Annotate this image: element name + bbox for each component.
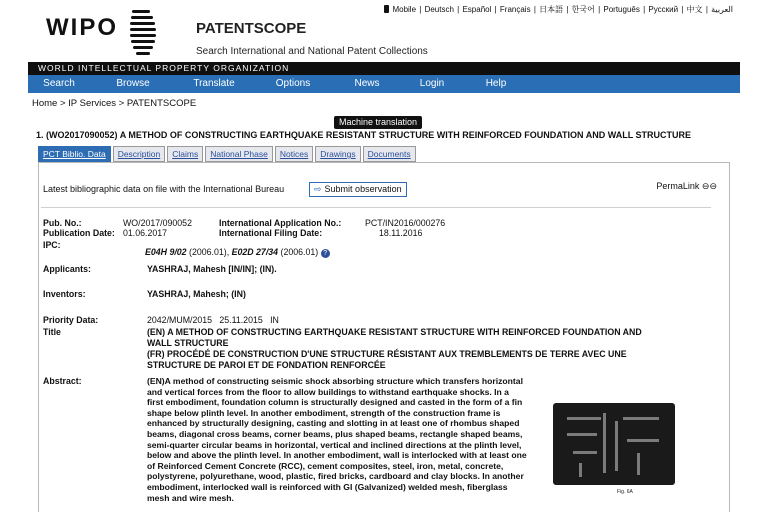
help-icon[interactable]: ? <box>321 249 330 258</box>
pub-no-label: Pub. No.: <box>43 218 82 228</box>
arrow-right-icon: ⇨ <box>314 184 322 194</box>
lang-link-ru[interactable]: Русский <box>648 5 679 14</box>
product-subtitle: Search International and National Patent Collections <box>196 46 428 57</box>
wipo-logo[interactable]: WIPO <box>46 14 118 41</box>
menu-login[interactable]: Login <box>419 78 445 89</box>
menu-news[interactable]: News <box>354 78 380 89</box>
lang-link-ja[interactable]: 日本語 <box>539 5 564 14</box>
drawing-stroke <box>579 463 582 477</box>
drawing-stroke <box>573 451 597 454</box>
wipo-globe-icon <box>128 4 158 58</box>
pub-date-label: Publication Date: <box>43 228 115 238</box>
machine-translation-button[interactable]: Machine translation <box>334 116 422 129</box>
abstract-drawing[interactable] <box>553 403 675 485</box>
tab-biblio-data[interactable]: PCT Biblio. Data <box>38 146 111 162</box>
title-label: Title <box>43 327 61 337</box>
priority-label: Priority Data: <box>43 315 99 325</box>
link-icon: ⊖⊖ <box>701 181 717 191</box>
inventors-label: Inventors: <box>43 289 86 299</box>
document-tabs <box>38 146 418 162</box>
submit-observation-label: Submit observation <box>324 184 402 194</box>
menu-options[interactable]: Options <box>275 78 311 89</box>
abstract-text: (EN)A method of constructing seismic shock absorbing structure which transfers horizontal and vertical forces from the floor to allow buildings to withstand earthquake shocks. In a first embodiment, foundation column is structurally designed and casted in the form of a fin shape below plinth level. In another embodiment, strength of the construction frame is enhanced by structurally designing, casting and slotting in at least one of rhombus shaped beams, diagonal cross beams, corner beams, plus shaped beams, rectangle shaped beams, semi-quarter circular beams in horizontal, vertical and inclined directions at the plinth level, below and above the plinth level. In another embodiment, wall is interlocked with at least one of Reinforced Cement Concrete (RCC), cement composites, steel, iron, metal, concrete, polystyrene, polyurethane, wood, plastic, fired bricks, cardboard and clay blocks. In another embodiment, interlocked wall is reinforced with GI (Galvanized) welded mesh, fiberglass mesh and wire mesh. <box>147 376 527 503</box>
lang-link-ko[interactable]: 한국어 <box>571 5 595 14</box>
tab-description[interactable]: Description <box>113 146 166 162</box>
title-fr: (FR) PROCÉDÉ DE CONSTRUCTION D'UNE STRUCTURE RÉSISTANT AUX TREMBLEMENTS DE TERRE AVEC UNE STRUCTURE DE PAROI ET DE FONDATION RENFORCÉE <box>147 349 627 370</box>
lang-link-mobile[interactable]: Mobile <box>392 5 417 14</box>
drawing-stroke <box>567 417 601 420</box>
tab-national-phase[interactable]: National Phase <box>205 146 273 162</box>
menu-browse[interactable]: Browse <box>116 78 150 89</box>
drawing-stroke <box>603 413 606 473</box>
product-title: PATENTSCOPE <box>196 20 307 37</box>
title-block <box>147 327 667 371</box>
permalink-link[interactable] <box>656 181 717 192</box>
app-no-label: International Application No.: <box>219 218 342 228</box>
drawing-stroke <box>627 439 659 442</box>
ipc-code-2[interactable]: E02D 27/34 <box>231 247 279 257</box>
lang-link-es[interactable]: Español <box>462 5 492 14</box>
language-bar: Mobile | Deutsch | Español | Français | 日本語 | 한국어 | Português | Русский | 中文 | العربية <box>383 4 734 15</box>
inventors-value: YASHRAJ, Mahesh; (IN) <box>147 289 246 299</box>
applicants-label: Applicants: <box>43 264 91 274</box>
app-no-value[interactable]: PCT/IN2016/000276 <box>365 218 446 228</box>
lang-link-pt[interactable]: Português <box>603 5 640 14</box>
pub-no-value: WO/2017/090052 <box>123 218 192 228</box>
filing-date-value: 18.11.2016 <box>379 228 423 238</box>
lang-link-de[interactable]: Deutsch <box>424 5 454 14</box>
tab-notices[interactable]: Notices <box>275 146 313 162</box>
menu-help[interactable]: Help <box>485 78 507 89</box>
document-title: 1. (WO2017090052) A METHOD OF CONSTRUCTING EARTHQUAKE RESISTANT STRUCTURE WITH REINFORCED FOUNDATION AND WALL STRUCTURE <box>36 130 692 140</box>
site-header <box>28 0 740 62</box>
biblio-panel <box>38 162 730 512</box>
title-en: (EN) A METHOD OF CONSTRUCTING EARTHQUAKE RESISTANT STRUCTURE WITH REINFORCED FOUNDATION AND WALL STRUCTURE <box>147 327 642 348</box>
drawing-stroke <box>615 421 618 471</box>
menu-translate[interactable]: Translate <box>193 78 235 89</box>
lang-link-fr[interactable]: Français <box>499 5 531 14</box>
mobile-icon <box>384 5 389 13</box>
org-name-bar: WORLD INTELLECTUAL PROPERTY ORGANIZATION <box>28 62 740 75</box>
latest-data-note: Latest bibliographic data on file with the International Bureau <box>43 184 285 194</box>
page-frame <box>28 0 740 511</box>
main-menu <box>28 75 740 93</box>
drawing-stroke <box>623 417 659 420</box>
figure-caption: Fig. 6A <box>617 489 633 495</box>
breadcrumb[interactable]: Home > IP Services > PATENTSCOPE <box>32 98 197 109</box>
tab-drawings[interactable]: Drawings <box>315 146 360 162</box>
ipc-code-1[interactable]: E04H 9/02 <box>145 247 187 257</box>
ipc-version-1: (2006.01), <box>189 247 230 257</box>
pub-date-value: 01.06.2017 <box>123 228 168 238</box>
tab-documents[interactable]: Documents <box>363 146 416 162</box>
ipc-version-2: (2006.01) <box>280 247 319 257</box>
divider <box>41 207 711 208</box>
filing-date-label: International Filing Date: <box>219 228 323 238</box>
priority-value: 2042/MUM/2015 25.11.2015 IN <box>147 315 279 325</box>
abstract-label: Abstract: <box>43 376 82 386</box>
submit-observation-button[interactable] <box>309 182 407 197</box>
lang-link-ar[interactable]: العربية <box>711 5 733 14</box>
drawing-stroke <box>567 433 597 436</box>
ipc-values <box>145 247 330 258</box>
permalink-label: PermaLink <box>656 181 700 191</box>
drawing-stroke <box>637 453 640 475</box>
tab-claims[interactable]: Claims <box>167 146 203 162</box>
menu-search[interactable]: Search <box>43 78 75 89</box>
ipc-label: IPC: <box>43 240 61 250</box>
lang-link-zh[interactable]: 中文 <box>686 5 703 14</box>
applicants-value: YASHRAJ, Mahesh [IN/IN]; (IN). <box>147 264 277 274</box>
